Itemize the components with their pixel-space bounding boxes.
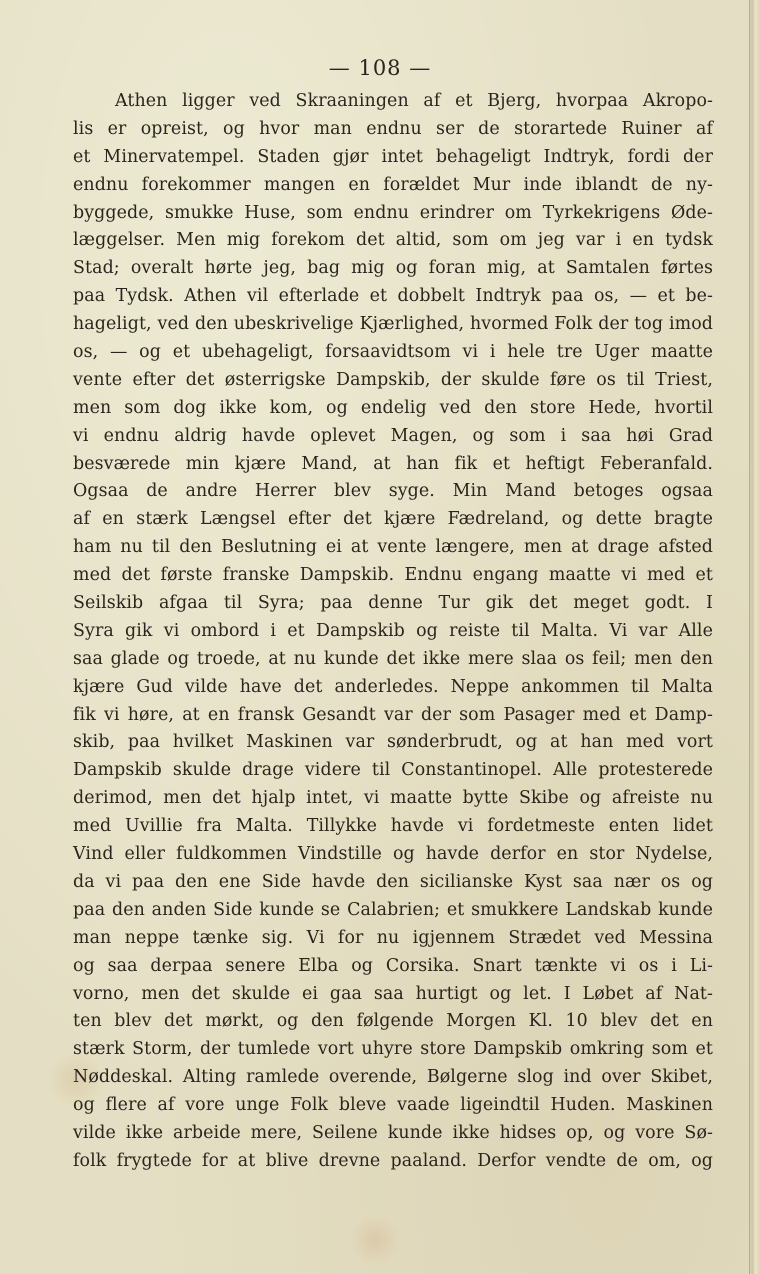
text-line: men som dog ikke kom, og endelig ved den store Hede, hvortil <box>73 397 713 418</box>
text-line: hageligt, ved den ubeskrivelige Kjærlighed, hvormed Folk der tog imod <box>73 314 713 335</box>
text-line: læggelser. Men mig forekom det altid, som om jeg var i en tydsk <box>73 230 713 251</box>
text-line: fik vi høre, at en fransk Gesandt var der som Pasager med et Damp- <box>73 704 713 725</box>
text-line: Seilskib afgaa til Syra; paa denne Tur gik det meget godt. I <box>73 593 713 614</box>
text-line: med det første franske Dampskib. Endnu engang maatte vi med et <box>73 565 713 586</box>
text-line: paa Tydsk. Athen vil efterlade et dobbelt Indtryk paa os, — et be- <box>73 286 713 307</box>
text-line: besværede min kjære Mand, at han fik et heftigt Feberanfald. <box>73 453 713 474</box>
text-line: endnu forekommer mangen en forældet Mur inde iblandt de ny- <box>73 174 713 195</box>
text-line: os, — og et ubehageligt, forsaavidtsom vi i hele tre Uger maatte <box>73 342 713 363</box>
text-line: folk frygtede for at blive drevne paaland. Derfor vendte de om, og <box>73 1150 713 1171</box>
body-text <box>73 88 713 1176</box>
text-line: vi endnu aldrig havde oplevet Magen, og som i saa høi Grad <box>73 425 713 446</box>
text-line: ham nu til den Beslutning ei at vente længere, men at drage afsted <box>73 537 713 558</box>
text-line: og flere af vore unge Folk bleve vaade ligeindtil Huden. Maskinen <box>73 1095 713 1116</box>
text-line: ten blev det mørkt, og den følgende Morgen Kl. 10 blev det en <box>73 1011 713 1032</box>
text-line: da vi paa den ene Side havde den sicilianske Kyst saa nær os og <box>73 871 713 892</box>
text-line: stærk Storm, der tumlede vort uhyre store Dampskib omkring som et <box>73 1039 713 1060</box>
text-line: paa den anden Side kunde se Calabrien; et smukkere Landskab kunde <box>73 899 713 920</box>
text-line: derimod, men det hjalp intet, vi maatte bytte Skibe og afreiste nu <box>73 788 713 809</box>
text-line: og saa derpaa senere Elba og Corsika. Snart tænkte vi os i Li- <box>73 955 713 976</box>
text-line: vorno, men det skulde ei gaa saa hurtigt og let. I Løbet af Nat- <box>73 983 713 1004</box>
text-line: man neppe tænke sig. Vi for nu igjennem Strædet ved Messina <box>73 927 713 948</box>
text-line: lis er opreist, og hvor man endnu ser de storartede Ruiner af <box>73 118 713 139</box>
text-line: med Uvillie fra Malta. Tillykke havde vi fordetmeste enten lidet <box>73 816 713 837</box>
text-line: vente efter det østerrigske Dampskib, der skulde føre os til Triest, <box>73 369 713 390</box>
text-line: Dampskib skulde drage videre til Constantinopel. Alle protesterede <box>73 760 713 781</box>
text-line: Nøddeskal. Alting ramlede overende, Bølgerne slog ind over Skibet, <box>73 1067 713 1088</box>
text-line: Stad; overalt hørte jeg, bag mig og foran mig, at Samtalen førtes <box>73 258 713 279</box>
text-line: saa glade og troede, at nu kunde det ikke mere slaa os feil; men den <box>73 648 713 669</box>
page-number: — 108 — <box>328 56 432 80</box>
text-line: af en stærk Længsel efter det kjære Fædreland, og dette bragte <box>73 509 713 530</box>
text-line: skib, paa hvilket Maskinen var sønderbrudt, og at han med vort <box>73 732 713 753</box>
text-line: Athen ligger ved Skraaningen af et Bjerg, hvorpaa Akropo- <box>115 91 713 111</box>
text-line: Ogsaa de andre Herrer blev syge. Min Mand betoges ogsaa <box>73 481 713 502</box>
text-line: Vind eller fuldkommen Vindstille og havde derfor en stor Nydelse, <box>73 844 713 865</box>
text-line: byggede, smukke Huse, som endnu erindrer om Tyrkekrigens Øde- <box>73 202 713 223</box>
text-line: et Minervatempel. Staden gjør intet behageligt Indtryk, fordi der <box>73 146 713 167</box>
text-line: vilde ikke arbeide mere, Seilene kunde ikke hidses op, og vore Sø- <box>73 1122 713 1143</box>
page-edge <box>749 0 760 1274</box>
text-line: kjære Gud vilde have det anderledes. Neppe ankommen til Malta <box>73 676 713 697</box>
text-line: Syra gik vi ombord i et Dampskib og reiste til Malta. Vi var Alle <box>73 620 713 641</box>
